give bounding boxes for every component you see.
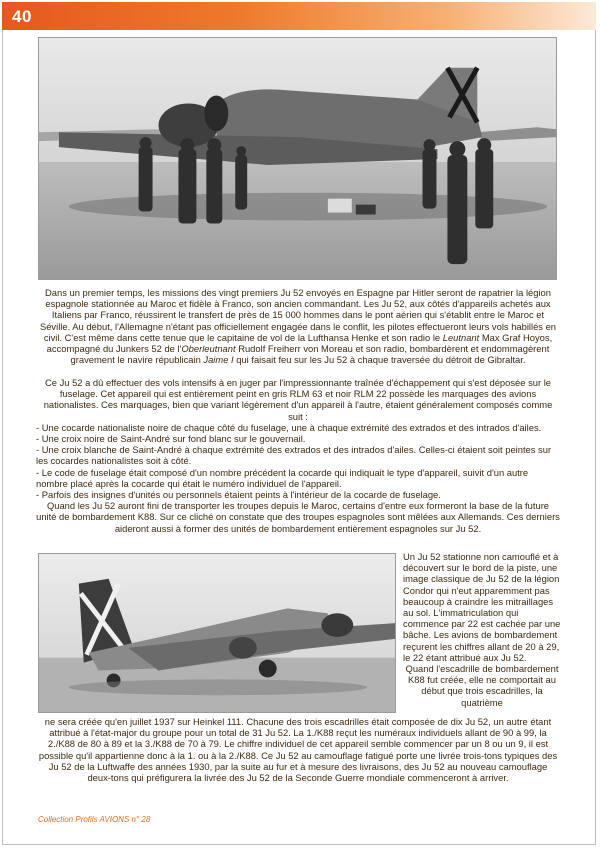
markings-item: - Une croix blanche de Saint-André à chaque extrémité des extrados et des intrados d'ailes. Celles-ci étaient soit peintes sur les cocardes nationalistes soit à côté.: [36, 444, 552, 467]
caption-ju52-parked: Un Ju 52 stationne non camouflé et à découvert sur le bord de la piste, une image classique de Ju 52 de la légion Condor qui n'eut apparemment pas beaucoup à craindre les mitraillages au sol. L'immatriculation qui commence par 22 est cachée par une bâche. Les avions de bombardement reçurent les chiffres allant de 20 à 29, le 22 étant attribué aux Ju 52.: [403, 551, 561, 663]
intro-text-a: Dans un premier temps, les missions des vingt premiers Ju 52 envoyés en Espagne par Hitler seront de rapatrier la légion espagnole stationnée au Maroc et fidèle à Franco, son ancien commandant. Les Ju 52, aux côtés d'appareils achetés aux Italiens par Franco, réussirent le transfert de près de 15 000 hommes dans le pont aérien qui s'établit entre le Maroc et Séville. Au début, l'Allemagne n'étant pas officiellement engagée dans le conflit, les pilotes effectueront leurs vols habillés en civil. C'est même dans cette tenue que le capitaine de vol de la Lufthansa Henke et son radio le: [39, 287, 557, 343]
caption-side: [403, 551, 561, 708]
markings-item: - Une croix noire de Saint-André sur fond blanc sur le gouvernail.: [36, 433, 306, 445]
footer-credit: Collection Profils AVIONS n° 28: [38, 815, 151, 824]
intro-text-b: Max Graf Hoyos, accompagné du Junkers 52 de l': [46, 331, 553, 355]
intro-em-leutnant: Leutnant: [442, 331, 480, 343]
k88-creation-continued: [36, 716, 560, 783]
intro-paragraph: [36, 287, 560, 365]
markings-item: - Une cocarde nationaliste noire de chaque côté du fuselage, une à chaque extrémité des extrados et des intrados d'ailes.: [36, 421, 542, 433]
photo-ju52-parked-image: [39, 554, 395, 712]
markings-intro: Ce Ju 52 a dû effectuer des vols intensifs à en juger par l'impressionnante traînée d'échappement qui s'est déposée sur le fuselage. Cet appareil qui est entièrement peint en gris RLM 63 et noir RLM 22 possède les marquages des avions nationalistes. Ces marquages, bien que variant légèrement d'un appareil à l'autre, étaient généralement composés comme suit :: [43, 377, 553, 422]
markings-section: [36, 377, 560, 534]
photo-ju52-crew: [38, 37, 557, 280]
photo-ju52-crew-image: [39, 38, 556, 279]
k88-creation-text: ne sera créée qu'en juillet 1937 sur Heinkel 111. Chacune des trois escadrilles était composée de dix Ju 52, un autre étant attribué à l'état-major du groupe pour un total de 31 Ju 52. La 1./K88 reçut les numéraux individuels allant de 90 à 99, la 2./K88 de 80 à 89 et la 3./K88 de 70 à 79. Le chiffre individuel de cet appareil semble commencer par un 8 ou un 9, il est possible qu'il appartienne donc à la 1. ou à la 2./K88. Ce Ju 52 au camouflage fatigué porte une livrée trois-tons typiques des Ju 52 de la Luftwaffe des années 1930, par la suite au fur et à mesure des livraisons, des Ju 52 au nouveau camouflage deux-tons qui préfigurera la livrée des Ju 52 de la Seconde Guerre mondiale commenceront à arriver.: [38, 716, 558, 784]
k88-creation-start: Quand l'escadrille de bombardement K88 fut créée, elle ne comportait au début que trois escadrilles, la quatrième: [405, 663, 559, 708]
k88-paragraph: Quand les Ju 52 auront fini de transporter les troupes depuis le Maroc, certains d'entre eux formeront la base de la future unité de bombardement K88. Sur ce cliché on constate que des troupes espagnoles sont mêlées aux Allemands. Ces derniers aideront aussi à former des unités de bombardement entièrement espagnoles sur Ju 52.: [36, 500, 560, 534]
intro-text-d: qui faisait feu sur les Ju 52 à chaque traversée du détroit de Gibraltar.: [236, 354, 526, 366]
intro-em-oberleutnant: Oberleutnant: [181, 343, 236, 355]
markings-item: - Parfois des insignes d'unités ou personnels étaient peints à l'intérieur de la cocarde de fuselage.: [36, 489, 441, 501]
intro-em-ship: Jaime I: [203, 354, 234, 366]
intro-text-c: Rudolf Freiherr von Moreau et son radio, bombardèrent et endommagèrent gravement le navire républicain: [70, 343, 550, 366]
page-number: 40: [12, 7, 32, 26]
markings-item: - Le code de fuselage était composé d'un nombre précédent la cocarde qui indiquait le type d'appareil, suivit d'un autre nombre placé après la cocarde qui était le numéro individuel de l'appareil.: [36, 466, 529, 489]
header-band: [2, 2, 596, 30]
photo-ju52-parked: [38, 553, 396, 713]
